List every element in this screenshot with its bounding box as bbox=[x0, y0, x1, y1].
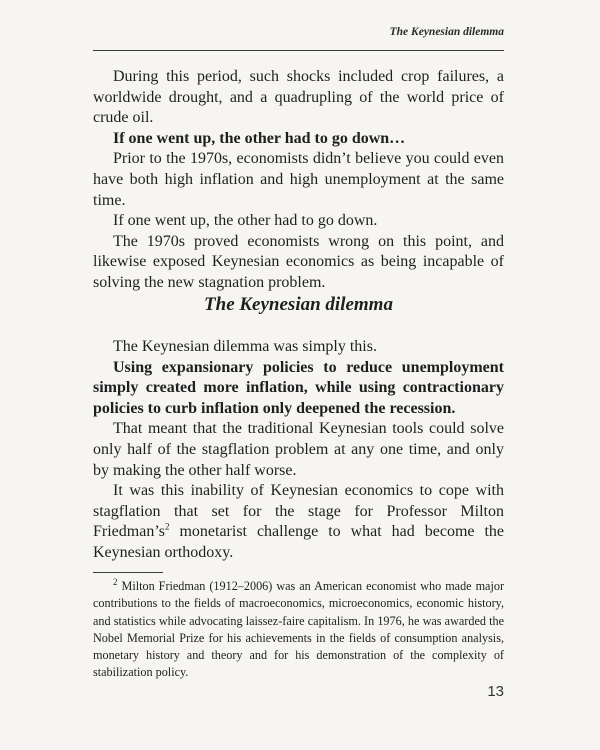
footnote-text: Milton Friedman (1912–2006) was an American economist who made major contributions to the fields of macroeconomics, microeconomics, economic history, and statistics while advocating laissez-faire capitalism. In 1976, he was awarded the Nobel Memorial Prize for his achievements in the fields of consumption analysis, monetary history and theory and for his demonstration of the complexity of stabilization policy. bbox=[93, 579, 505, 680]
paragraph: The Keynesian dilemma was simply this. bbox=[113, 338, 377, 355]
paragraph-with-footnote-ref bbox=[93, 481, 504, 563]
bold-paragraph: If one went up, the other had to go down… bbox=[113, 129, 406, 147]
paragraph-text: monetarist challenge to what had become the Keynesian orthodoxy. bbox=[93, 523, 504, 561]
body-text-top bbox=[93, 67, 504, 294]
body-text-bottom bbox=[93, 337, 504, 564]
paragraph: The 1970s proved economists wrong on this point, and likewise exposed Keynesian economics as being incapable of solving the new stagnation problem. bbox=[93, 232, 504, 291]
paragraph: If one went up, the other had to go down. bbox=[113, 212, 378, 230]
paragraph-text: It was this inability of Keynesian economics to cope with stagflation that set for the stage for Professor Milton Friedman’s bbox=[93, 482, 504, 541]
bold-paragraph: Using expansionary policies to reduce unemployment simply created more inflation, while using contractionary policies to curb inflation only deepened the recession. bbox=[93, 358, 504, 417]
footnote bbox=[93, 578, 504, 682]
running-head: The Keynesian dilemma bbox=[389, 26, 504, 38]
footnote-divider bbox=[93, 572, 163, 573]
footnote-reference[interactable]: 2 bbox=[165, 522, 170, 533]
footnote-marker: 2 bbox=[113, 576, 118, 587]
section-heading: The Keynesian dilemma bbox=[204, 294, 393, 315]
page-number: 13 bbox=[487, 683, 504, 700]
paragraph: That meant that the traditional Keynesian tools could solve only half of the stagflation problem at any one time, and only by making the other half worse. bbox=[93, 420, 504, 479]
header-divider bbox=[93, 50, 504, 51]
paragraph: During this period, such shocks included crop failures, a worldwide drought, and a quadrupling of the world price of crude oil. bbox=[93, 68, 504, 127]
paragraph: Prior to the 1970s, economists didn’t believe you could even have both high inflation and high unemployment at the same time. bbox=[93, 150, 504, 209]
